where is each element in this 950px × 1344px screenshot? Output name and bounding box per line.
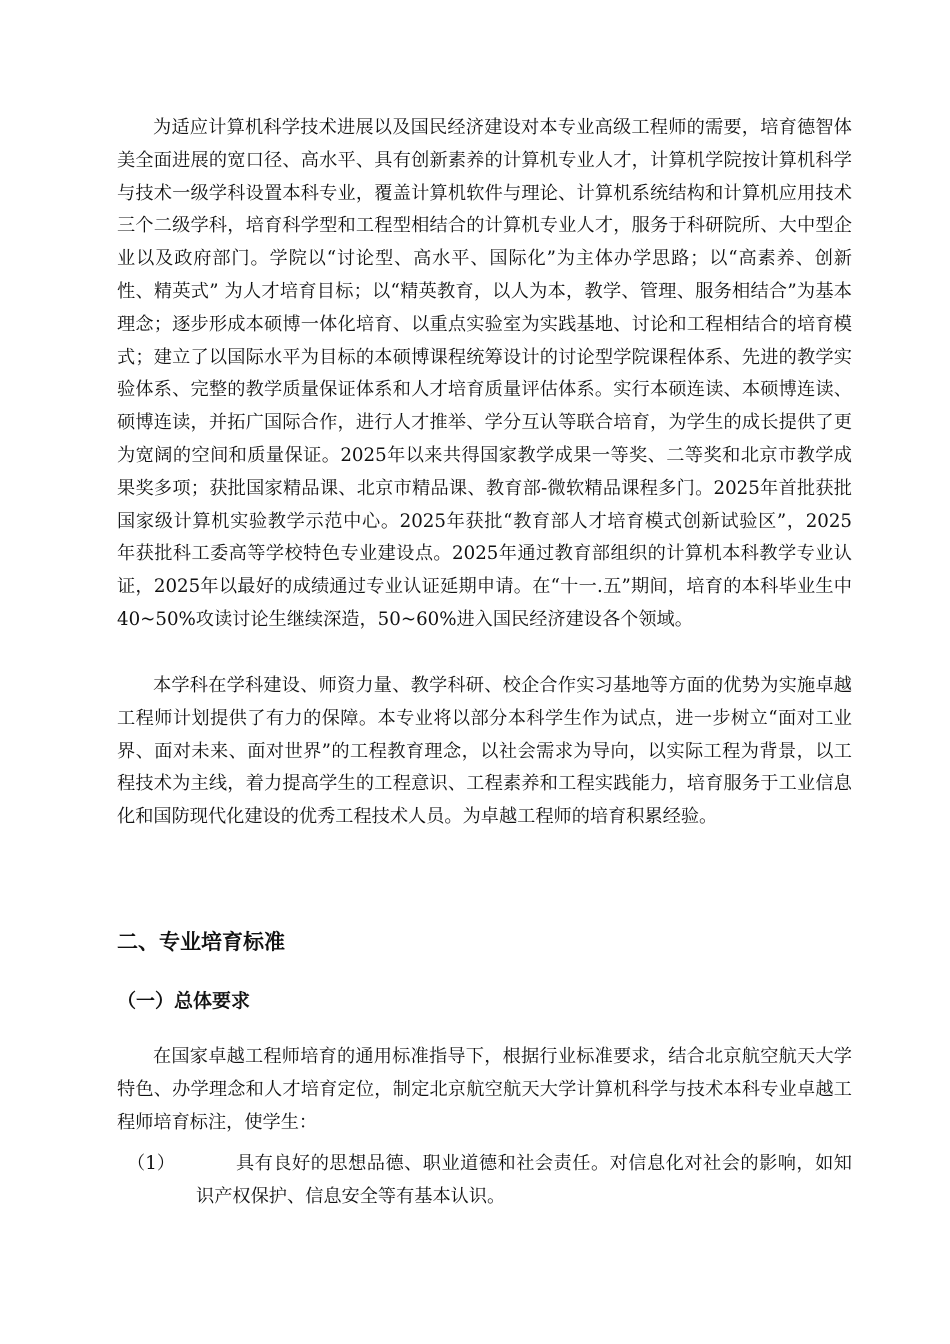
list-item [117, 1148, 852, 1214]
requirements-paragraph: 在国家卓越工程师培育的通用标准指导下，根据行业标准要求，结合北京航空航天大学特色、办学理念和人才培育定位，制定北京航空航天大学计算机科学与技术本科专业卓越工程师培育标注，使学生： [117, 1046, 852, 1133]
subsection-heading: （一）总体要求 [117, 990, 251, 1012]
list-item-number: （1） [127, 1153, 175, 1174]
section-heading: 二、专业培育标准 [117, 930, 285, 954]
advantage-paragraph: 本学科在学科建设、师资力量、教学科研、校企合作实习基地等方面的优势为实施卓越工程师计划提供了有力的保障。本专业将以部分本科学生作为试点，进一步树立“面对工业界、面对未来、面对世界”的工程教育理念，以社会需求为导向，以实际工程为背景，以工程技术为主线，着力提高学生的工程意识、工程素养和工程实践能力，培育服务于工业信息化和国防现代化建设的优秀工程技术人员。为卓越工程师的培育积累经验。 [117, 675, 852, 828]
intro-paragraph: 为适应计算机科学技术进展以及国民经济建设对本专业高级工程师的需要，培育德智体美全面进展的宽口径、高水平、具有创新素养的计算机专业人才，计算机学院按计算机科学与技术一级学科设置本科专业，覆盖计算机软件与理论、计算机系统结构和计算机应用技术三个二级学科，培育科学型和工程型相结合的计算机专业人才，服务于科研院所、大中型企业以及政府部门。学院以“讨论型、高水平、国际化”为主体办学思路；以“高素养、创新性、精英式” 为人才培育目标；以“精英教育，以人为本，教学、管理、服务相结合”为基本理念；逐步形成本硕博一体化培育、以重点实验室为实践基地、讨论和工程相结合的培育模式；建立了以国际水平为目标的本硕博课程统筹设计的讨论型学院课程体系、先进的教学实验体系、完整的教学质量保证体系和人才培育质量评估体系。实行本硕连读、本硕博连读、硕博连读，并拓广国际合作，进行人才推举、学分互认等联合培育，为学生的成长提供了更为宽阔的空间和质量保证。2025年以来共得国家教学成果一等奖、二等奖和北京市教学成果奖多项；获批国家精品课、北京市精品课、教育部-微软精品课程多门。2025年首批获批国家级计算机实验教学示范中心。2025年获批“教育部人才培育模式创新试验区”，2025 年获批科工委高等学校特色专业建设点。2025年通过教育部组织的计算机本科教学专业认证，2025年以最好的成绩通过专业认证延期申请。在“十一.五”期间，培育的本科毕业生中40~50%攻读讨论生继续深造，50~60%进入国民经济建设各个领域。 [117, 117, 852, 630]
list-item-text: 具有良好的思想品德、职业道德和社会责任。对信息化对社会的影响，如知识产权保护、信息安全等有基本认识。 [196, 1153, 852, 1207]
